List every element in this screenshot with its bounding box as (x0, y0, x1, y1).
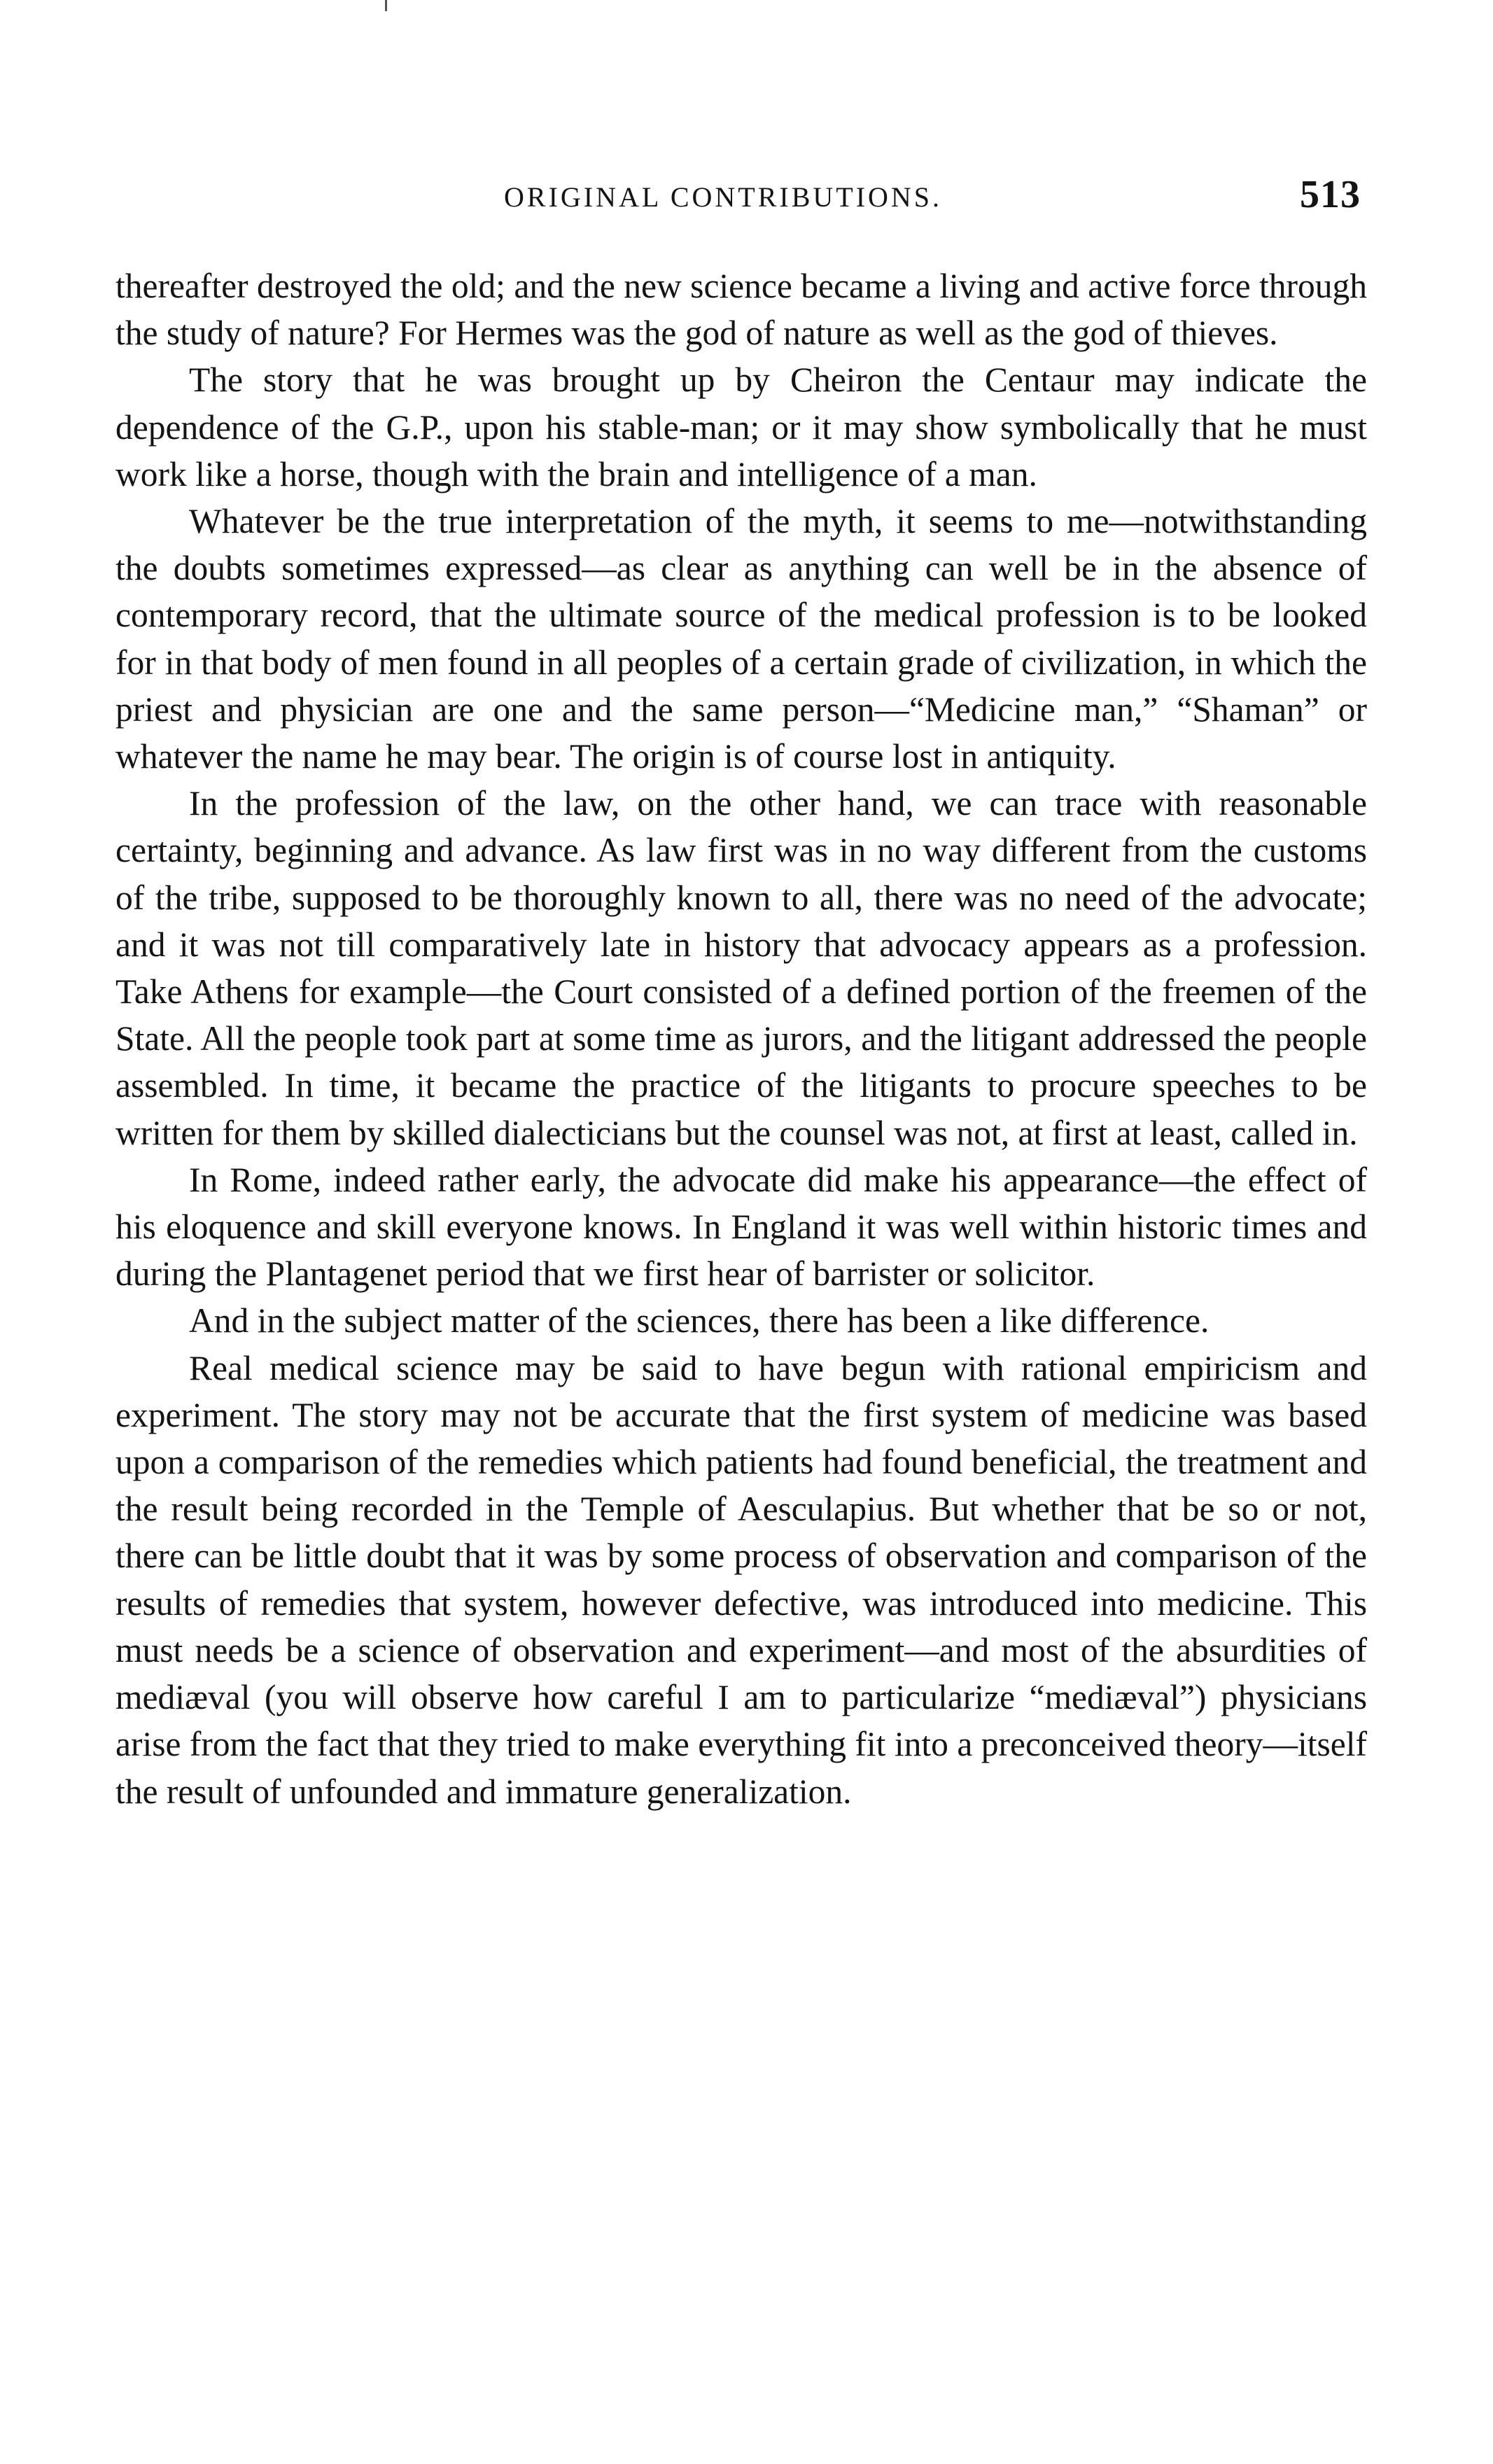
running-title: ORIGINAL CONTRIBUTIONS. (504, 181, 943, 213)
paragraph-law-profession: In the profession of the law, on the other hand, we can trace with reasonable certainty, beginning and advance. As law first was in no way different from the customs of the tribe, supposed to be thoroughly known to all, there was no need of the advocate; and it was not till comparatively late in history that advocacy appears as a profession. Take Athens for example—the Court consisted of a defined portion of the freemen of the State. All the people took part at some time as jurors, and the litigant addressed the people assembled. In time, it became the practice of the litigants to procure speeches to be written for them by skilled dialecticians but the counsel was not, at first at least, called in. (115, 784, 1367, 1152)
paragraph-continuation: thereafter destroyed the old; and the new science became a living and active force through the study of nature? For Hermes was the god of nature as well as the god of thieves. (115, 267, 1367, 353)
page-number: 513 (1300, 173, 1361, 216)
running-head (112, 168, 1372, 224)
body-text (115, 262, 1367, 1815)
page-edge-mark (385, 0, 387, 11)
paragraph-sciences: And in the subject matter of the sciences, there has been a like difference. (189, 1301, 1210, 1340)
paragraph-medical-origin: Whatever be the true interpretation of the myth, it seems to me—notwithstanding the doubts sometimes expressed—as clear as anything can well be in the absence of contemporary record, that the ultimate source of the medical profession is to be looked for in that body of men found in all peoples of a certain grade of civilization, in which the priest and physician are one and the same person—“Medicine man,” “Shaman” or whatever the name he may bear. The origin is of course lost in antiquity. (115, 502, 1367, 776)
paragraph-medical-science: Real medical science may be said to have begun with rational empiricism and experiment. The story may not be accurate that the first system of medicine was based upon a comparison of the remedies which patients had found beneficial, the treatment and the result being recorded in the Temple of Aesculapius. But whether that be so or not, there can be little doubt that it was by some process of observation and comparison of the results of remedies that system, however defective, was introduced into medicine. This must needs be a science of observation and experiment—and most of the absurdities of mediæval (you will observe how careful I am to particularize “mediæval”) physicians arise from the fact that they tried to make everything fit into a preconceived theory—itself the result of unfounded and immature generalization. (115, 1348, 1367, 1811)
paragraph-rome-england: In Rome, indeed rather early, the advocate did make his appearance—the effect of his eloquence and skill everyone knows. In England it was well within historic times and during the Plantagenet period that we first hear of barrister or solicitor. (115, 1160, 1367, 1294)
paragraph-cheiron: The story that he was brought up by Cheiron the Centaur may indicate the dependence of the G.P., upon his stable-man; or it may show symbolically that he must work like a horse, though with the brain and intelligence of a man. (115, 360, 1367, 493)
